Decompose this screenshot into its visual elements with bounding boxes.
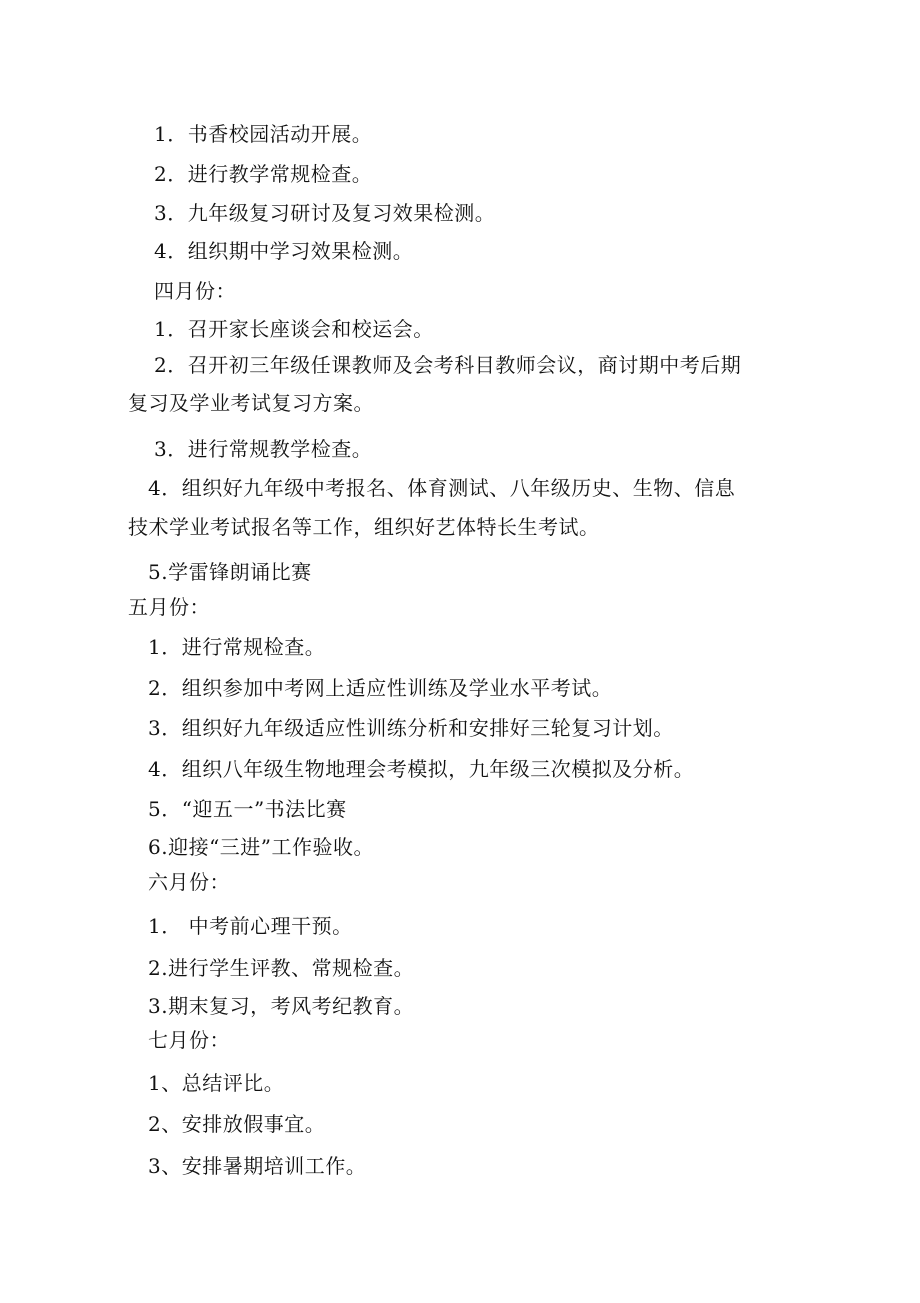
item-july-3: 3、安排暑期培训工作。 [148,1154,367,1178]
item-april-2-cont: 复习及学业考试复习方案。 [128,391,374,415]
item-june-3: 3.期末复习，考风考纪教育。 [148,994,415,1018]
item-march-4: 4．组织期中学习效果检测。 [154,239,414,263]
item-june-2: 2.进行学生评教、常规检查。 [148,956,415,980]
item-march-1: 1．书香校园活动开展。 [154,122,373,146]
item-may-5: 5．“迎五一”书法比赛 [148,797,347,821]
item-june-1: 1． 中考前心理干预。 [148,914,353,938]
item-may-6: 6.迎接“三进”工作验收。 [148,835,375,859]
heading-april: 四月份： [154,279,236,303]
item-april-2: 2．召开初三年级任课教师及会考科目教师会议，商讨期中考后期 [154,353,742,377]
item-april-1: 1．召开家长座谈会和校运会。 [154,317,434,341]
item-april-5: 5.学雷锋朗诵比赛 [148,560,312,584]
item-may-3: 3．组织好九年级适应性训练分析和安排好三轮复习计划。 [148,716,674,740]
item-may-1: 1．进行常规检查。 [148,635,326,659]
item-may-2: 2．组织参加中考网上适应性训练及学业水平考试。 [148,676,613,700]
item-july-2: 2、安排放假事宜。 [148,1112,326,1136]
item-march-3: 3．九年级复习研讨及复习效果检测。 [154,201,496,225]
item-april-4: 4．组织好九年级中考报名、体育测试、八年级历史、生物、信息 [148,476,736,500]
heading-july: 七月份： [148,1028,230,1052]
item-march-2: 2．进行教学常规检查。 [154,162,373,186]
item-may-4: 4．组织八年级生物地理会考模拟，九年级三次模拟及分析。 [148,757,695,781]
heading-june: 六月份： [148,870,230,894]
item-april-4-cont: 技术学业考试报名等工作，组织好艺体特长生考试。 [128,515,600,539]
heading-may: 五月份： [128,595,210,619]
item-july-1: 1、总结评比。 [148,1071,285,1095]
item-april-3: 3．进行常规教学检查。 [154,437,373,461]
